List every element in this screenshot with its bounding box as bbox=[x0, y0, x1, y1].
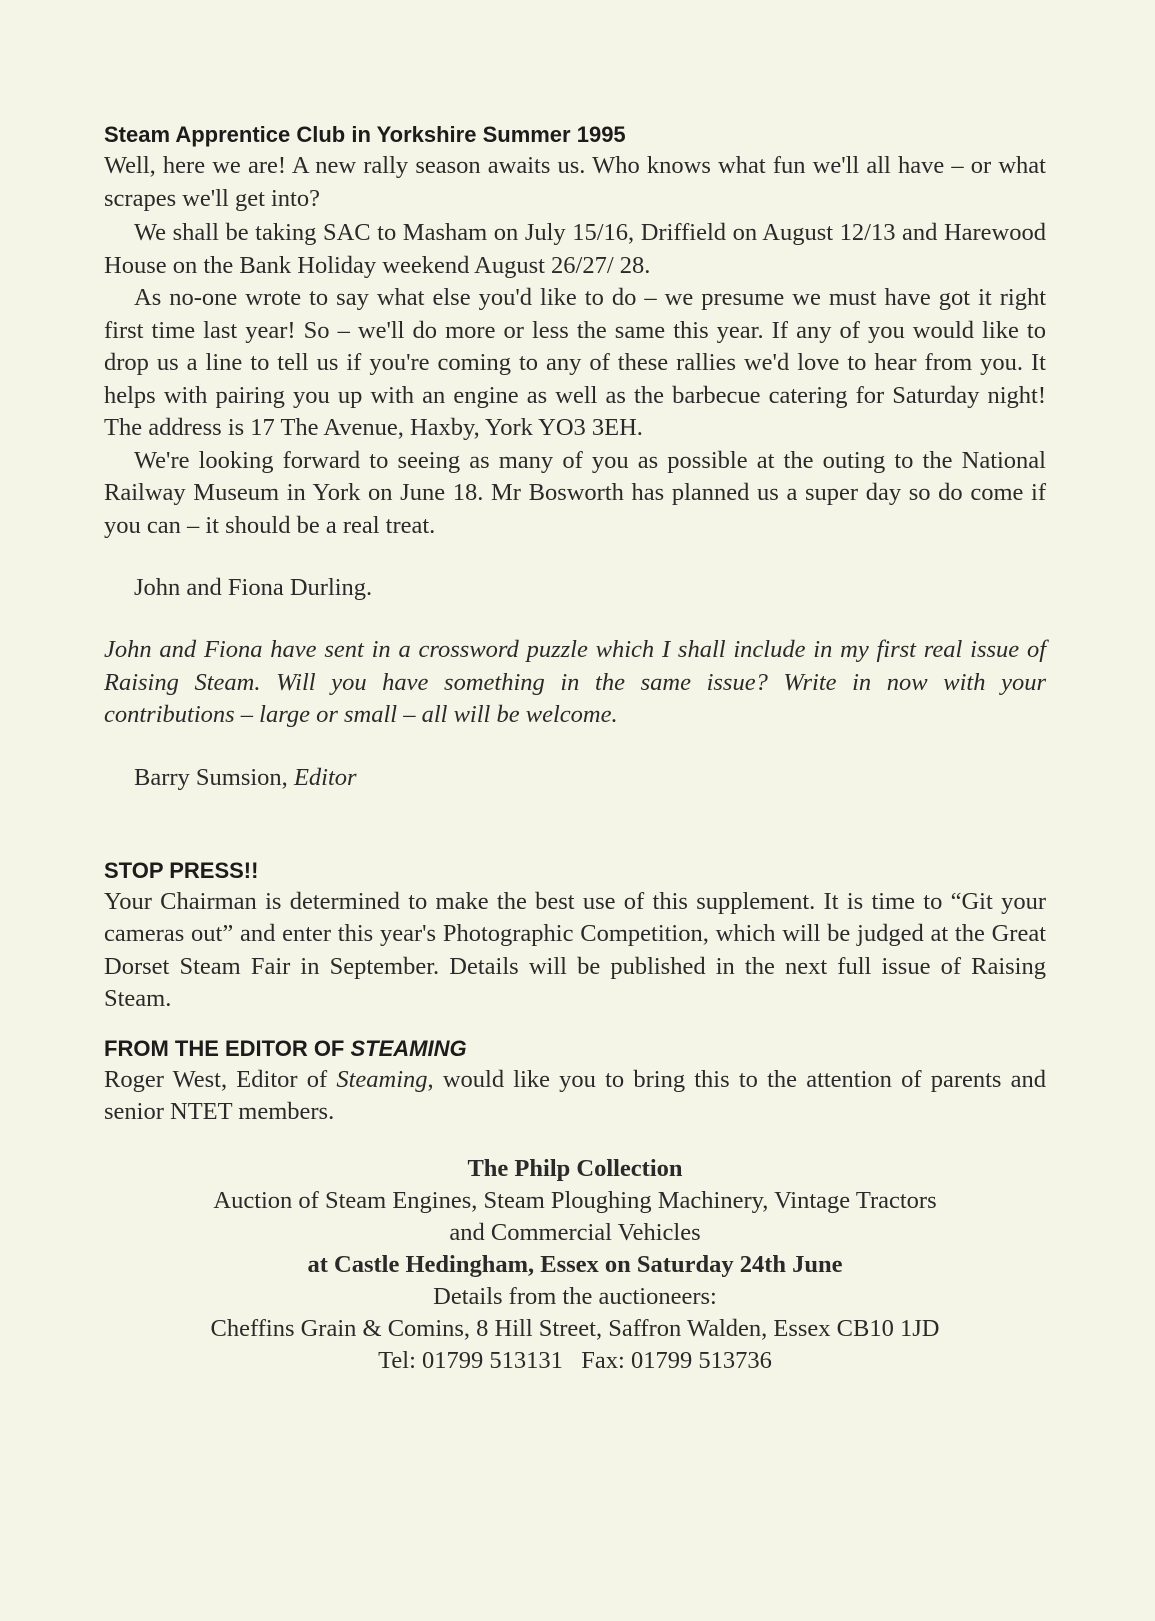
paragraph-part: , would like you to bring this to the attention of parents and senior NTET members. bbox=[104, 1065, 1046, 1125]
paragraph: We shall be taking SAC to Masham on July 15/16, Driffield on August 12/13 and Harewood House on the Bank Holiday weekend August 26/27/ 28. bbox=[104, 219, 1046, 279]
publication-name: Steaming bbox=[336, 1065, 428, 1093]
paragraph: Well, here we are! A new rally season awaits us. Who knows what fun we'll all have – or what scrapes we'll get into? bbox=[104, 152, 1046, 212]
paragraph bbox=[104, 1064, 1046, 1129]
editor-signature bbox=[104, 762, 1046, 794]
advert-address: Cheffins Grain & Comins, 8 Hill Street, Saffron Walden, Essex CB10 1JD bbox=[210, 1314, 940, 1342]
advert-line: and Commercial Vehicles bbox=[449, 1218, 701, 1246]
section-heading-sac: Steam Apprentice Club in Yorkshire Summer 1995 bbox=[104, 122, 626, 147]
editor-note: John and Fiona have sent in a crossword puzzle which I shall include in my first real issue of Raising Steam. Will you have something in the same issue? Write in now with your contributions – large or small – all will be welcome. bbox=[104, 636, 1046, 728]
paragraph: We're looking forward to seeing as many of you as possible at the outing to the National Railway Museum in York on June 18. Mr Bosworth has planned us a super day so do come if you can – it should be a real treat. bbox=[104, 446, 1046, 539]
editor-name: Barry Sumsion, bbox=[134, 763, 294, 791]
document-page bbox=[104, 120, 1046, 1377]
advert-venue: at Castle Hedingham, Essex on Saturday 24th June bbox=[307, 1250, 843, 1278]
advert-title: The Philp Collection bbox=[467, 1154, 683, 1182]
section-heading-stop-press: STOP PRESS!! bbox=[104, 857, 259, 883]
paragraph: Your Chairman is determined to make the best use of this supplement. It is time to “Git your cameras out” and enter this year's Photographic Competition, which will be judged at the Great Dorset Steam Fair in September. Details will be published in the next full issue of Raising Steam. bbox=[104, 887, 1046, 1012]
advert-line: Auction of Steam Engines, Steam Ploughing Machinery, Vintage Tractors bbox=[213, 1186, 937, 1214]
auction-advert bbox=[104, 1153, 1046, 1377]
paragraph: As no-one wrote to say what else you'd like to do – we presume we must have got it right first time last year! So – we'll do more or less the same this year. If any of you would like to drop us a line to tell us if you're coming to any of these rallies we'd love to hear from you. It helps with pairing you up with an engine as well as the barbecue catering for Saturday night! The address is 17 The Avenue, Haxby, York YO3 3EH. bbox=[104, 284, 1046, 441]
advert-contact: Tel: 01799 513131 Fax: 01799 513736 bbox=[378, 1346, 772, 1374]
heading-prefix: FROM THE EDITOR OF bbox=[104, 1035, 351, 1061]
heading-italic: STEAMING bbox=[350, 1035, 467, 1061]
section-heading-editor bbox=[104, 1034, 1046, 1064]
advert-line: Details from the auctioneers: bbox=[433, 1282, 717, 1310]
signature: John and Fiona Durling. bbox=[134, 574, 373, 601]
paragraph-part: Roger West, Editor of bbox=[104, 1065, 337, 1093]
editor-title: Editor bbox=[293, 763, 357, 791]
